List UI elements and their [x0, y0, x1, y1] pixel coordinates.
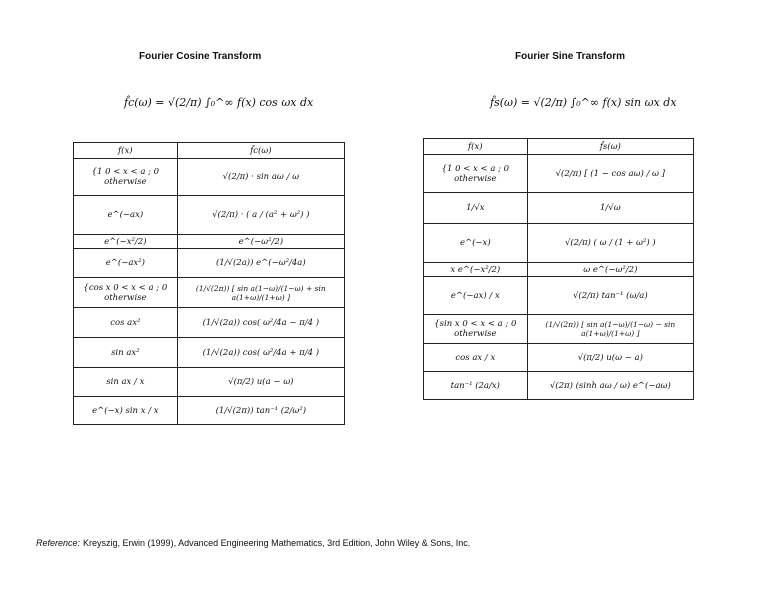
table-row	[74, 159, 345, 196]
reference-label: Reference:	[36, 538, 81, 548]
sine-transform-1: 1/√ω	[527, 193, 693, 224]
sine-fx-3: x e^(−x²/2)	[424, 263, 528, 277]
sine-transform-0: √(2/π) [ (1 − cos aω) / ω ]	[527, 155, 693, 193]
cosine-transform-0: √(2/π) · sin aω / ω	[177, 159, 344, 196]
cosine-table	[73, 142, 345, 425]
table-row	[424, 193, 694, 224]
table-row	[424, 155, 694, 193]
cosine-transform-8: (1/√(2π)) tan⁻¹ (2/ω²)	[177, 397, 344, 425]
sine-fx-4: e^(−ax) / x	[424, 277, 528, 315]
table-row	[424, 277, 694, 315]
cosine-fx-3: e^(−ax²)	[74, 249, 178, 278]
sine-transform-2: √(2/π) ( ω / (1 + ω²) )	[527, 224, 693, 263]
cosine-transform-6: (1/√(2a)) cos( ω²/4a + π/4 )	[177, 338, 344, 368]
sine-fx-2: e^(−x)	[424, 224, 528, 263]
sine-fx-6: cos ax / x	[424, 344, 528, 372]
cosine-transform-3: (1/√(2a)) e^(−ω²/4a)	[177, 249, 344, 278]
table-row	[424, 263, 694, 277]
sine-fx-1: 1/√x	[424, 193, 528, 224]
sine-fx-0: {1 0 < x < a ; 0 otherwise	[424, 155, 528, 193]
cosine-fx-6: sin ax²	[74, 338, 178, 368]
reference-line	[36, 538, 470, 548]
cosine-transform-1: √(2/π) · ( a / (a² + ω²) )	[177, 196, 344, 235]
sine-header-transform: f̂s(ω)	[527, 139, 693, 155]
table-row	[74, 249, 345, 278]
cosine-transform-2: e^(−ω²/2)	[177, 235, 344, 249]
cosine-formula: f̂c(ω) = √(2/π) ∫₀^∞ f(x) cos ωx dx	[124, 96, 314, 109]
sine-transform-6: √(π/2) u(ω − a)	[527, 344, 693, 372]
table-row	[74, 368, 345, 397]
cosine-fx-2: e^(−x²/2)	[74, 235, 178, 249]
sine-transform-4: √(2/π) tan⁻¹ (ω/a)	[527, 277, 693, 315]
cosine-fx-0: {1 0 < x < a ; 0 otherwise	[74, 159, 178, 196]
sine-title: Fourier Sine Transform	[515, 51, 626, 62]
sine-transform-5: (1/√(2π)) [ sin a(1−ω)/(1−ω) − sin a(1+ω)/(1+ω) ]	[527, 315, 693, 344]
cosine-header-transform: f̂c(ω)	[177, 143, 344, 159]
sine-table-header	[424, 139, 694, 155]
table-row	[74, 235, 345, 249]
sine-header-fx: f(x)	[424, 139, 528, 155]
table-row	[424, 315, 694, 344]
table-row	[424, 372, 694, 400]
cosine-transform-5: (1/√(2a)) cos( ω²/4a − π/4 )	[177, 308, 344, 338]
table-row	[74, 278, 345, 308]
cosine-transform-4: (1/√(2π)) [ sin a(1−ω)/(1−ω) + sin a(1+ω)/(1+ω) ]	[177, 278, 344, 308]
cosine-title: Fourier Cosine Transform	[139, 51, 262, 62]
table-row	[424, 224, 694, 263]
sine-formula: f̂s(ω) = √(2/π) ∫₀^∞ f(x) sin ωx dx	[490, 96, 677, 109]
sine-table	[423, 138, 694, 400]
table-row	[424, 344, 694, 372]
cosine-fx-1: e^(−ax)	[74, 196, 178, 235]
cosine-fx-7: sin ax / x	[74, 368, 178, 397]
cosine-fx-4: {cos x 0 < x < a ; 0 otherwise	[74, 278, 178, 308]
table-row	[74, 338, 345, 368]
reference-text: Kreyszig, Erwin (1999), Advanced Engineering Mathematics, 3rd Edition, John Wiley & Sons, Inc.	[83, 538, 471, 548]
table-row	[74, 397, 345, 425]
table-row	[74, 308, 345, 338]
table-row	[74, 196, 345, 235]
sine-fx-7: tan⁻¹ (2a/x)	[424, 372, 528, 400]
cosine-table-header	[74, 143, 345, 159]
cosine-header-fx: f(x)	[74, 143, 178, 159]
cosine-fx-5: cos ax²	[74, 308, 178, 338]
sine-transform-3: ω e^(−ω²/2)	[527, 263, 693, 277]
cosine-transform-7: √(π/2) u(a − ω)	[177, 368, 344, 397]
cosine-fx-8: e^(−x) sin x / x	[74, 397, 178, 425]
sine-transform-7: √(2π) (sinh aω / ω) e^(−aω)	[527, 372, 693, 400]
sine-fx-5: {sin x 0 < x < a ; 0 otherwise	[424, 315, 528, 344]
